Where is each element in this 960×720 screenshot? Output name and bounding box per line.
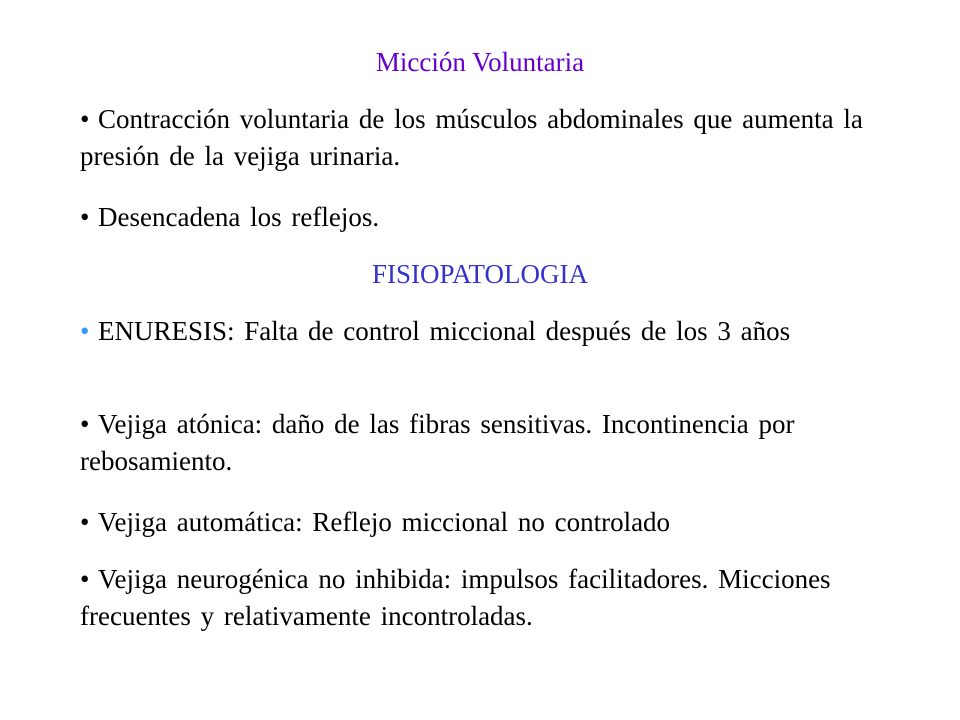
intro-bullet-1 [80,101,880,175]
fisio-bullet-3 [80,504,880,541]
fisio-bullet-4-text: Vejiga neurogénica no inhibida: impulsos facilitadores. Micciones frecuentes y relativamente incontroladas. [80,564,831,631]
section-title: FISIOPATOLOGIA [371,259,589,289]
slide-title: Micción Voluntaria [375,47,585,77]
intro-bullet-2-text: Desencadena los reflejos. [98,202,380,232]
fisio-bullet-2 [80,406,880,480]
fisio-bullet-1 [80,313,880,350]
bullet-dot: • [80,507,90,537]
bullet-dot: • [80,202,90,232]
bullet-dot: • [80,104,90,134]
bullet-dot: • [80,409,90,439]
bullet-dot: • [80,564,90,594]
intro-bullet-2 [80,199,880,236]
bullet-dot-accent: • [80,316,90,346]
fisio-bullet-1-text: ENURESIS: Falta de control miccional después de los 3 años [98,316,791,346]
fisio-bullet-3-text: Vejiga automática: Reflejo miccional no controlado [98,507,671,537]
intro-bullet-1-text: Contracción voluntaria de los músculos abdominales que aumenta la presión de la vejiga urinaria. [80,104,863,171]
fisio-bullet-2-text: Vejiga atónica: daño de las fibras sensitivas. Incontinencia por rebosamiento. [80,409,795,476]
fisio-bullet-4 [80,561,880,635]
